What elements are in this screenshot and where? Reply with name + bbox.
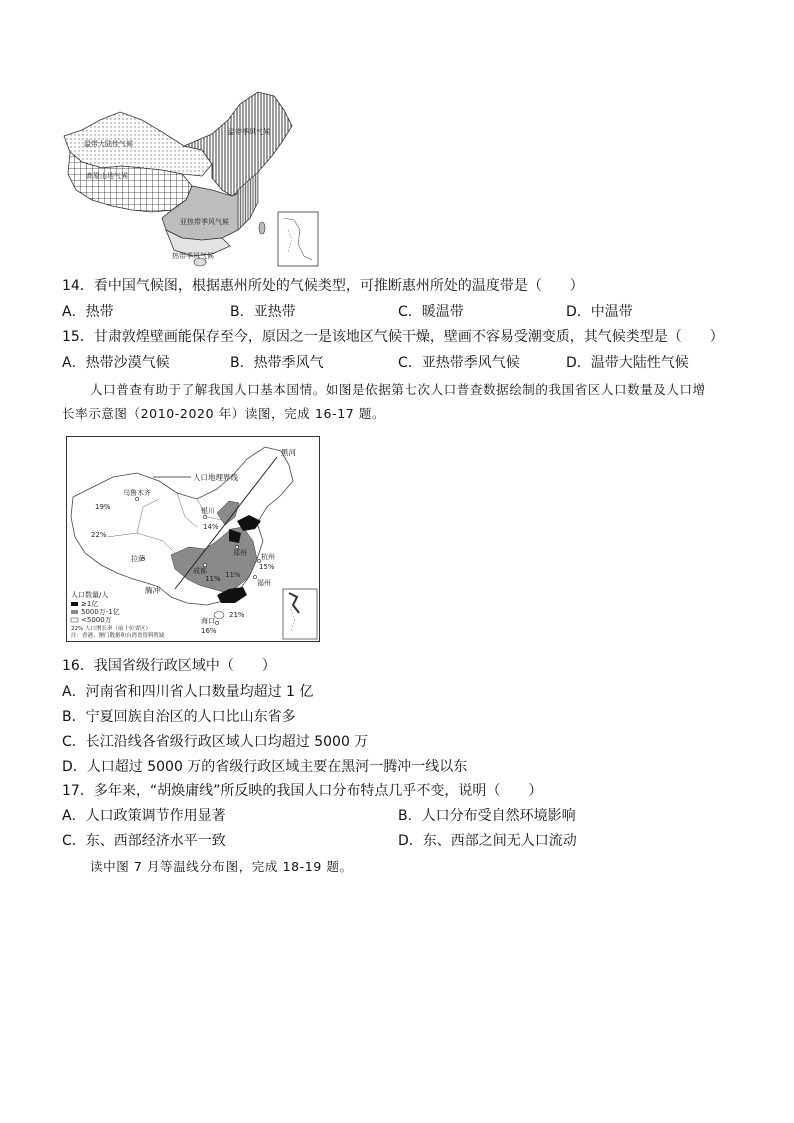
label-subtropical-monsoon: 亚热带季风气候 (180, 218, 229, 226)
q14-option-c[interactable]: C．暖温带 (398, 304, 464, 320)
q17-option-d[interactable]: D．东、西部之间无人口流动 (398, 833, 577, 849)
q14-option-b[interactable]: B．亚热带 (230, 304, 296, 320)
q14-stem: 14．看中国气候图，根据惠州所处的气候类型，可推断惠州所处的温度带是（ ） (62, 278, 584, 294)
percent-tibet: 22% (91, 531, 107, 539)
q16-option-d[interactable]: D．人口超过 5000 万的省级行政区域主要在黑河一腾冲一线以东 (62, 759, 468, 775)
population-map (66, 436, 320, 642)
label-chengdu: 成都 (193, 567, 207, 575)
legend-item-under-50m: <5000万 (81, 616, 112, 624)
q15-stem: 15．甘肃敦煌壁画能保存至今，原因之一是该地区气候干燥，壁画不容易受潮变质，其气候类型是（ ） (62, 329, 724, 345)
legend-title: 人口数量/人 (71, 591, 109, 599)
q15-option-b[interactable]: B．热带季风气 (230, 355, 324, 371)
percent-sichuan: 11% (205, 575, 221, 583)
climate-map (62, 90, 324, 268)
percent-zhejiang: 15% (259, 563, 275, 571)
label-temperate-monsoon: 温带季风气候 (228, 128, 270, 136)
label-urumqi: 乌鲁木齐 (123, 489, 151, 497)
q14-option-a[interactable]: A．热带 (62, 304, 114, 320)
legend-item-50m-100m: 5000万-1亿 (81, 608, 120, 616)
intro-population-line1: 人口普查有助于了解我国人口基本国情。如图是依据第七次人口普查数据绘制的我国省区人口数量及人口增 (90, 382, 706, 397)
legend-note-missing: 注：香港、澳门数据和台湾省资料暂缺 (71, 633, 165, 639)
q17-option-c[interactable]: C．东、西部经济水平一致 (62, 833, 226, 849)
percent-ningxia: 14% (203, 523, 219, 531)
q16-option-c[interactable]: C．长江沿线各省级行政区域人口均超过 5000 万 (62, 734, 369, 750)
percent-chongqing: 11% (225, 571, 241, 579)
q17-stem: 17．多年来，“胡焕庸线”所反映的我国人口分布特点几乎不变，说明（ ） (62, 783, 543, 799)
label-temperate-continental: 温带大陆性气候 (84, 140, 133, 148)
q17-option-b[interactable]: B．人口分布受自然环境影响 (398, 808, 576, 824)
q15-option-a[interactable]: A．热带沙漠气候 (62, 355, 170, 371)
inset-south-china-sea-2 (283, 589, 317, 639)
q17-option-a[interactable]: A．人口政策调节作用显著 (62, 808, 226, 824)
label-heihe: 黑河 (281, 448, 296, 457)
label-yinchuan: 银川 (201, 507, 215, 515)
population-map-svg (67, 437, 319, 641)
legend-item-over-100m: ≥1亿 (81, 600, 99, 608)
inset-south-china-sea (278, 212, 318, 266)
percent-guangdong: 21% (229, 611, 245, 619)
label-hangzhou: 杭州 (261, 553, 275, 561)
label-hu-line: 人口地理界线 (193, 473, 238, 482)
q15-option-c[interactable]: C．亚热带季风气候 (398, 355, 520, 371)
label-plateau: 高原山地气候 (86, 172, 128, 180)
q14-option-d[interactable]: D．中温带 (566, 304, 633, 320)
legend-note-growth: 22% 人口增长率（前十位省区） (71, 626, 151, 632)
label-fuzhou: 福州 (257, 579, 271, 587)
label-tropical-monsoon: 热带季风气候 (172, 252, 214, 260)
intro-isotherm: 读中图 7 月等温线分布图，完成 18-19 题。 (90, 859, 353, 874)
q16-option-a[interactable]: A．河南省和四川省人口数量均超过 1 亿 (62, 684, 314, 700)
label-haikou: 海口 (201, 617, 215, 625)
q16-option-b[interactable]: B．宁夏回族自治区的人口比山东省多 (62, 709, 296, 725)
label-zhengzhou: 郑州 (233, 549, 247, 557)
climate-map-svg (62, 90, 324, 268)
percent-hainan: 16% (201, 627, 217, 635)
label-lhasa: 拉萨 (131, 555, 145, 563)
label-tengchong: 腾冲 (145, 586, 160, 595)
q15-option-d[interactable]: D．温带大陆性气候 (566, 355, 689, 371)
q16-stem: 16．我国省级行政区域中（ ） (62, 658, 276, 674)
region-temperate-monsoon (184, 92, 292, 196)
percent-xinjiang: 19% (95, 503, 111, 511)
intro-population-line2: 长率示意图（2010-2020 年）读图，完成 16-17 题。 (62, 406, 386, 421)
